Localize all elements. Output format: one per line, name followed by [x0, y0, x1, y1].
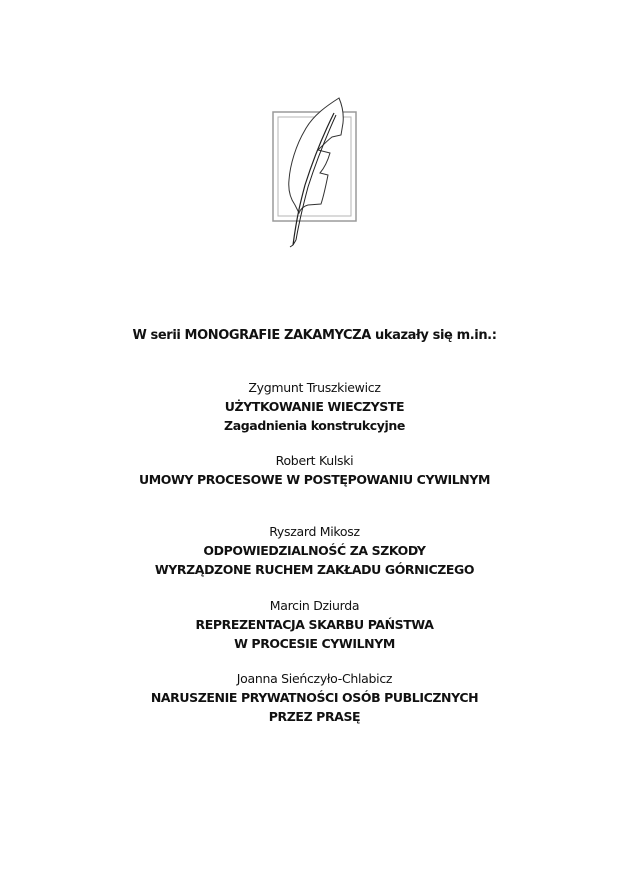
book-entry-3: [0, 522, 629, 579]
book-subtitle: Zagadnienia konstrukcyjne: [224, 418, 405, 433]
book-author: Ryszard Mikosz: [269, 524, 360, 539]
quill-feather-in-frame-icon: [268, 95, 368, 250]
series-heading: W serii MONOGRAFIE ZAKAMYCZA ukazały się m.in.:: [132, 328, 497, 343]
book-author: Robert Kulski: [275, 453, 354, 468]
book-author: Joanna Sieńczyło-Chlabicz: [236, 671, 393, 686]
book-author: Zygmunt Truszkiewicz: [248, 380, 381, 395]
book-entry-4: [0, 596, 629, 653]
book-title-line: REPREZENTACJA SKARBU PAŃSTWA: [195, 617, 434, 632]
book-title-line: W PROCESIE CYWILNYM: [234, 636, 395, 651]
book-title-line: UMOWY PROCESOWE W POSTĘPOWANIU CYWILNYM: [138, 472, 491, 487]
book-title-line: UŻYTKOWANIE WIECZYSTE: [224, 399, 405, 414]
book-entry-2: [0, 451, 629, 489]
book-entry-5: [0, 669, 629, 726]
book-author: Marcin Dziurda: [269, 598, 360, 613]
book-title-line: PRZEZ PRASĘ: [268, 709, 361, 724]
book-entry-1: [0, 378, 629, 435]
book-title-line: ODPOWIEDZIALNOŚĆ ZA SZKODY: [203, 543, 426, 558]
book-title-line: WYRZĄDZONE RUCHEM ZAKŁADU GÓRNICZEGO: [154, 562, 475, 577]
book-title-line: NARUSZENIE PRYWATNOŚCI OSÓB PUBLICZNYCH: [150, 690, 479, 705]
